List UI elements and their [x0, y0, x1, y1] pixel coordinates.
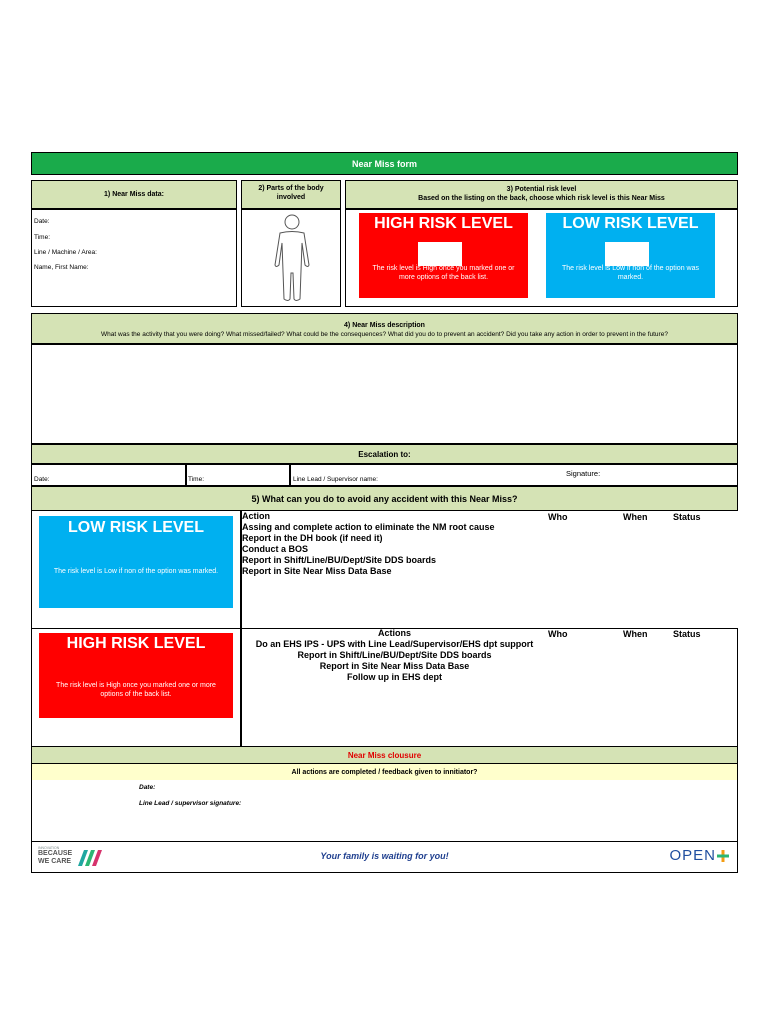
high-risk-description: The risk level is High once you marked one or more options of the back list.	[372, 265, 515, 281]
footer	[31, 842, 738, 873]
low-plan-action-item: Conduct a BOS	[242, 544, 309, 554]
closure-body	[31, 780, 738, 842]
escalation-lead-label: Line Lead / Supervisor name:	[293, 476, 378, 483]
high-plan-when-header: When	[623, 629, 648, 639]
low-plan-status-header: Status	[673, 512, 701, 522]
description-title: 4) Near Miss description	[344, 322, 425, 329]
risk-level-title: 3) Potential risk level	[506, 186, 577, 193]
low-plan-action-item: Assing and complete action to eliminate the NM root cause	[242, 522, 495, 532]
description-textarea[interactable]	[31, 344, 738, 444]
low-plan-label: LOW RISK LEVEL	[68, 519, 204, 536]
body-parts-header	[241, 180, 341, 209]
body-parts-subtitle: involved	[276, 194, 306, 201]
high-risk-checkbox[interactable]	[418, 242, 462, 266]
low-plan-action-header: Action	[242, 511, 270, 521]
escalation-date-label: Date:	[34, 476, 50, 483]
human-body-icon[interactable]	[262, 213, 322, 305]
low-plan-when-header: When	[623, 512, 648, 522]
closure-question: All actions are completed / feedback given to innitiator?	[31, 764, 738, 780]
low-plan-action-item: Report in Shift/Line/BU/Dept/Site DDS boards	[242, 555, 437, 565]
logo-line-2: WE CARE	[38, 858, 72, 865]
plus-icon	[717, 850, 729, 862]
high-plan-label: HIGH RISK LEVEL	[66, 635, 206, 652]
date-label: Date:	[34, 218, 50, 225]
high-plan-box	[39, 633, 233, 718]
high-plan-actions	[242, 628, 547, 683]
logo-line-1: BECAUSE	[38, 850, 73, 857]
description-question: What was the activity that you were doing? What missed/failed? What could be the consequences? What did you do to prevent an accident? Did you take any action in order to prevent in the future?	[101, 331, 668, 338]
low-risk-description: The risk level is Low if non of the option was marked.	[562, 265, 699, 281]
low-plan-who-header: Who	[548, 512, 568, 522]
high-plan-action-item: Follow up in EHS dept	[347, 672, 442, 682]
high-plan-action-item: Do an EHS IPS - UPS with Line Lead/Supervisor/EHS dpt support	[255, 639, 534, 649]
closure-header: Near Miss clousure	[31, 746, 738, 764]
low-plan-action-item: Report in the DH book (if need it)	[242, 533, 383, 543]
high-plan-action-item: Report in Site Near Miss Data Base	[319, 661, 470, 671]
open-logo	[669, 847, 729, 864]
near-miss-data-body	[31, 209, 237, 307]
escalation-header: Escalation to:	[31, 444, 738, 464]
description-header	[31, 313, 738, 344]
form-title: Near Miss form	[31, 152, 738, 175]
high-plan-who-header: Who	[548, 629, 568, 639]
body-diagram-cell	[241, 209, 341, 307]
low-plan-box	[39, 516, 233, 608]
closure-date-label: Date:	[139, 784, 156, 791]
open-brand-text: OPEN	[669, 847, 716, 864]
line-machine-area-label: Line / Machine / Area:	[34, 249, 97, 256]
low-risk-label: LOW RISK LEVEL	[562, 215, 699, 232]
low-plan-description: The risk level is Low if non of the option was marked.	[53, 568, 219, 575]
low-risk-box[interactable]	[546, 213, 715, 298]
risk-level-header	[345, 180, 738, 209]
low-plan-action-item: Report in Site Near Miss Data Base	[242, 566, 392, 576]
name-label: Name, First Name:	[34, 264, 89, 271]
prevention-header: 5) What can you do to avoid any accident with this Near Miss?	[31, 486, 738, 511]
escalation-time-label: Time:	[188, 476, 205, 483]
high-plan-description: The risk level is High once you marked one or more options of the back list.	[56, 682, 216, 698]
escalation-divider-1	[185, 465, 187, 485]
high-plan-action-header: Actions	[377, 628, 411, 638]
near-miss-data-header: 1) Near Miss data:	[31, 180, 237, 209]
time-label: Time:	[34, 234, 51, 241]
high-risk-box[interactable]	[359, 213, 528, 298]
logo-small-text: INNOVATION	[38, 846, 60, 850]
escalation-signature-label: Signature:	[566, 469, 601, 478]
risk-level-instruction: Based on the listing on the back, choose which risk level is this Near Miss	[418, 195, 665, 202]
low-plan-actions	[242, 511, 542, 577]
escalation-row	[31, 464, 738, 486]
high-plan-action-item: Report in Shift/Line/BU/Dept/Site DDS boards	[297, 650, 492, 660]
body-parts-title: 2) Parts of the body	[258, 185, 324, 192]
high-risk-label: HIGH RISK LEVEL	[374, 215, 513, 232]
low-risk-checkbox[interactable]	[605, 242, 649, 266]
footer-slogan: Your family is waiting for you!	[320, 851, 449, 861]
high-plan-status-header: Status	[673, 629, 701, 639]
closure-signature-label: Line Lead / supervisor signature:	[139, 800, 242, 807]
escalation-divider-2	[289, 465, 291, 485]
prevention-right-border	[737, 628, 738, 746]
